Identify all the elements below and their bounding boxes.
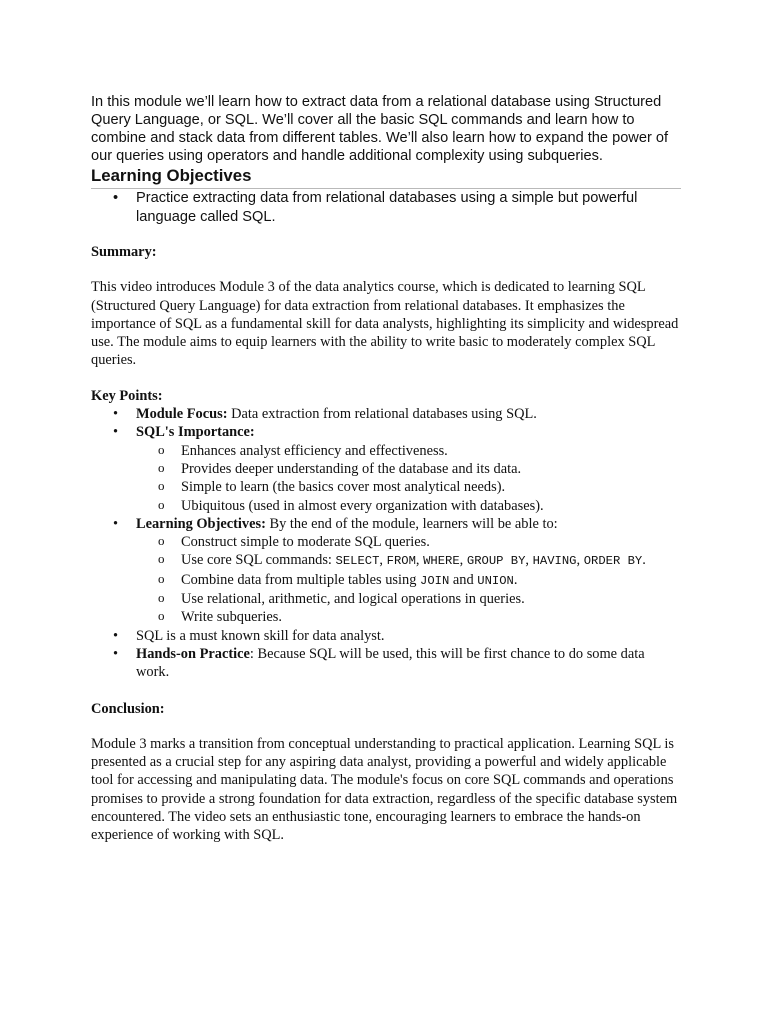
sep: , [525,552,533,569]
list-item-hands-on [91,645,681,682]
key-points-list [91,405,681,681]
list-item-sql-importance [91,423,681,514]
code: GROUP BY [466,554,526,569]
learning-objectives-list [91,189,681,226]
code: JOIN [420,573,450,588]
code: FROM [386,554,416,569]
intro-paragraph: In this module we’ll learn how to extract data from a relational database using Structured Query Language, or SQL. We’ll cover all the basic SQL commands and learn how to combine and stack data from different tables. We’ll also learn how to expand the power of our queries using operators and handle additional complexity using subqueries. [91,94,669,164]
list-item-learning-objectives [91,515,681,627]
conclusion-text: Module 3 marks a transition from conceptual understanding to practical application. Learning SQL is presented as a crucial step for any aspiring data analyst, providing a powerful and widely applicable tool for accessing and manipulating data. The module's focus on core SQL commands and operations promises to provide a strong foundation for data extraction, regardless of the specific database system encountered. The video sets an enthusiastic tone, encouraging learners to embrace the hands-on experience of working with SQL. [91,735,678,844]
list-item-module-focus [91,405,681,423]
sql-importance-sublist [136,442,681,515]
sub-item: o Write subqueries. [136,608,681,626]
sub-item: o Provides deeper understanding of the database and its data. [136,460,681,478]
text: and [449,571,478,588]
sub-item: o Use relational, arithmetic, and logical operations in queries. [136,590,681,608]
conclusion-label: Conclusion: [91,700,165,717]
code: ORDER BY [583,554,643,569]
sub-item: o Simple to learn (the basics cover most analytical needs). [136,478,681,496]
end: . [642,552,646,569]
sub-item-commands [136,551,681,570]
sub-item-combine [136,571,681,590]
text: By the end of the module, learners will be able to: [265,515,558,532]
list-item-must-known: • SQL is a must known skill for data analyst. [91,627,681,645]
summary-label: Summary: [91,244,157,260]
sep: , [415,552,424,569]
end: . [513,571,518,588]
text: : Because SQL will be used, this will be first chance to do some data work. [136,645,645,681]
list-item: • Practice extracting data from relational databases using a simple but powerful language called SQL. [91,189,681,226]
sub-item: o Enhances analyst efficiency and effectiveness. [136,442,681,460]
term: SQL's Importance: [136,424,255,441]
text: Data extraction from relational databases using SQL. [227,406,537,423]
sep: , [459,552,467,569]
code: SELECT [335,554,380,569]
sep: , [379,552,387,569]
text: Use core SQL commands: [181,552,336,569]
document-page [91,93,681,845]
term: Module Focus: [136,406,228,423]
code: WHERE [423,554,460,569]
objectives-sublist [136,533,681,626]
key-points-label: Key Points: [91,387,163,404]
summary-text: This video introduces Module 3 of the data analytics course, which is dedicated to learning SQL (Structured Query Language) for data extraction from relational databases. It emphasizes the importance of SQL as a fundamental skill for data analysts, highlighting its simplicity and widespread use. The module aims to equip learners with the ability to write basic to moderately complex SQL queries. [91,279,679,369]
sub-item: o Construct simple to moderate SQL queries. [136,533,681,551]
code: HAVING [532,554,577,569]
text: Combine data from multiple tables using [181,571,421,588]
term: Hands-on Practice [136,645,250,662]
sep: , [576,552,584,569]
sub-item: o Ubiquitous (used in almost every organization with databases). [136,497,681,515]
term: Learning Objectives: [136,515,266,532]
code: UNION [477,573,514,588]
learning-objectives-heading: Learning Objectives [91,166,681,189]
